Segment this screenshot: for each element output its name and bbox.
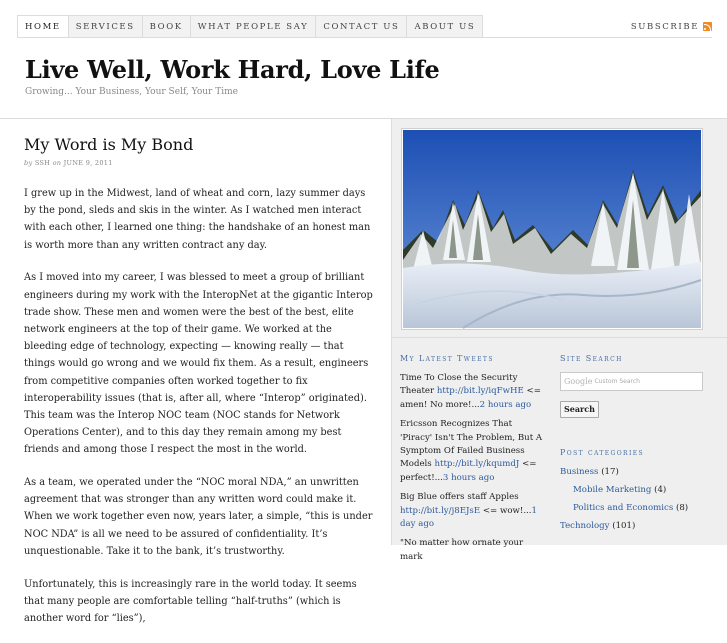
- category-link[interactable]: Business: [560, 467, 599, 477]
- post-author: SSH: [34, 159, 51, 167]
- tweet-link[interactable]: http://bit.ly/j8EJsE: [400, 505, 481, 516]
- post-meta: [24, 159, 113, 167]
- top-navigation: [17, 15, 712, 38]
- tweet-time[interactable]: 1 day ago: [400, 505, 537, 530]
- tab-what-people-say[interactable]: WHAT PEOPLE SAY: [191, 15, 317, 38]
- categories-list: [560, 466, 720, 533]
- category-link[interactable]: Politics and Economics: [573, 503, 674, 513]
- search-button[interactable]: Search: [560, 401, 599, 418]
- tweet-item: [400, 418, 545, 485]
- category-item: [560, 466, 720, 479]
- tweet-text: Ericsson Recognizes That 'Piracy' Isn't The Problem, But A Symptom Of Failed Business Models: [400, 419, 543, 470]
- tweet-time[interactable]: 2 hours ago: [479, 399, 532, 410]
- tweet-text: "No matter how ornate your mark: [400, 538, 524, 562]
- tab-home[interactable]: HOME: [17, 15, 69, 38]
- categories-title: Post categories: [560, 448, 645, 457]
- tweet-text: Time To Close the Security Theater: [400, 373, 518, 397]
- subscribe-link[interactable]: [631, 15, 712, 38]
- tweet-link[interactable]: http://bit.ly/kqumdJ: [434, 459, 520, 470]
- search-title: Site Search: [560, 354, 623, 363]
- snowy-forest-illustration: [403, 130, 701, 328]
- tab-book[interactable]: BOOK: [143, 15, 191, 38]
- category-count: (17): [601, 467, 619, 477]
- tab-contact-us[interactable]: CONTACT US: [316, 15, 407, 38]
- rss-icon[interactable]: [703, 22, 712, 31]
- tweet-rest: <= amen! No more!...: [400, 386, 541, 410]
- tweet-item: [400, 491, 545, 531]
- main-content: [0, 118, 392, 624]
- tab-services[interactable]: SERVICES: [69, 15, 143, 38]
- post-paragraph: I grew up in the Midwest, land of wheat and corn, lazy summer days by the pond, sleds and skis in the winter. As I watched men interact with each other, I learned one thing: the handshake of an honest man is worth more than any written contract any day.: [24, 188, 371, 251]
- post-paragraph: As I moved into my career, I was blessed to meet a group of brilliant engineers during my work with the InteropNet at the gigantic Interop trade show. These men and women were the best of the best, elite network engineers at the top of their game. We worked at the bleeding edge of technology, expecting — knowing really — that things would go wrong and we would fix them. As a result, engineers from competitive companies often worked together to fix interoperability issues (that is, after all, where “Interop” originated). This team was the Interop NOC team (NOC stands for Network Operations Center), and to this day they remain among my best friends and among those I respect the most in the world.: [24, 272, 373, 456]
- tweet-text: Big Blue offers staff Apples: [400, 492, 519, 503]
- sidebar-divider: [392, 337, 727, 338]
- google-logo: Google: [564, 377, 593, 386]
- post-by: by: [24, 159, 33, 167]
- search-input[interactable]: [560, 372, 703, 391]
- post-title[interactable]: My Word is My Bond: [24, 135, 194, 154]
- nav-divider: [17, 37, 712, 38]
- tweet-item: [400, 372, 545, 412]
- nav-tabs: [17, 15, 712, 38]
- post-date: JUNE 9, 2011: [63, 159, 113, 167]
- category-link[interactable]: Technology: [560, 521, 610, 531]
- tab-about-us[interactable]: ABOUT US: [407, 15, 483, 38]
- sidebar: [392, 118, 727, 562]
- right-widgets: [560, 354, 720, 538]
- post-paragraph: As a team, we operated under the “NOC moral NDA,” an unwritten agreement that was stronger than any written word could make it. When we work together even now, years later, a simple, “this is under NOC NDA” is all we need to be assured of confidentiality. It’s unquestionable. Take it to the bank, it’s trustworthy.: [24, 477, 373, 557]
- site-description: Growing... Your Business, Your Self, Your Time: [25, 87, 238, 97]
- latest-tweets-widget: [400, 354, 545, 570]
- category-item: [560, 484, 720, 497]
- post-body: [24, 185, 376, 643]
- tweet-link[interactable]: http://bit.ly/iqFwHE: [436, 386, 524, 397]
- tweet-rest: <= perfect!...: [400, 459, 537, 483]
- post-paragraph: Unfortunately, this is increasingly rare in the world today. It seems that many people are comfortable telling “half-truths” (which is another word for “lies”),: [24, 578, 357, 624]
- tweet-item: [400, 537, 545, 564]
- category-count: (8): [675, 503, 689, 513]
- category-item: [560, 520, 720, 533]
- category-count: (101): [612, 521, 636, 531]
- category-link[interactable]: Mobile Marketing: [573, 485, 652, 495]
- tweets-title: My Latest Tweets: [400, 354, 494, 363]
- post-on: on: [52, 159, 62, 167]
- subscribe-label[interactable]: SUBSCRIBE: [630, 21, 699, 32]
- category-item: [560, 502, 720, 515]
- category-count: (4): [654, 485, 667, 495]
- snowy-forest-image: [401, 128, 703, 330]
- tweet-rest: <= wow!...: [480, 505, 532, 516]
- search-placeholder: Custom Search: [594, 378, 640, 385]
- site-title[interactable]: Live Well, Work Hard, Love Life: [25, 55, 440, 84]
- tweet-time[interactable]: 3 hours ago: [442, 472, 495, 483]
